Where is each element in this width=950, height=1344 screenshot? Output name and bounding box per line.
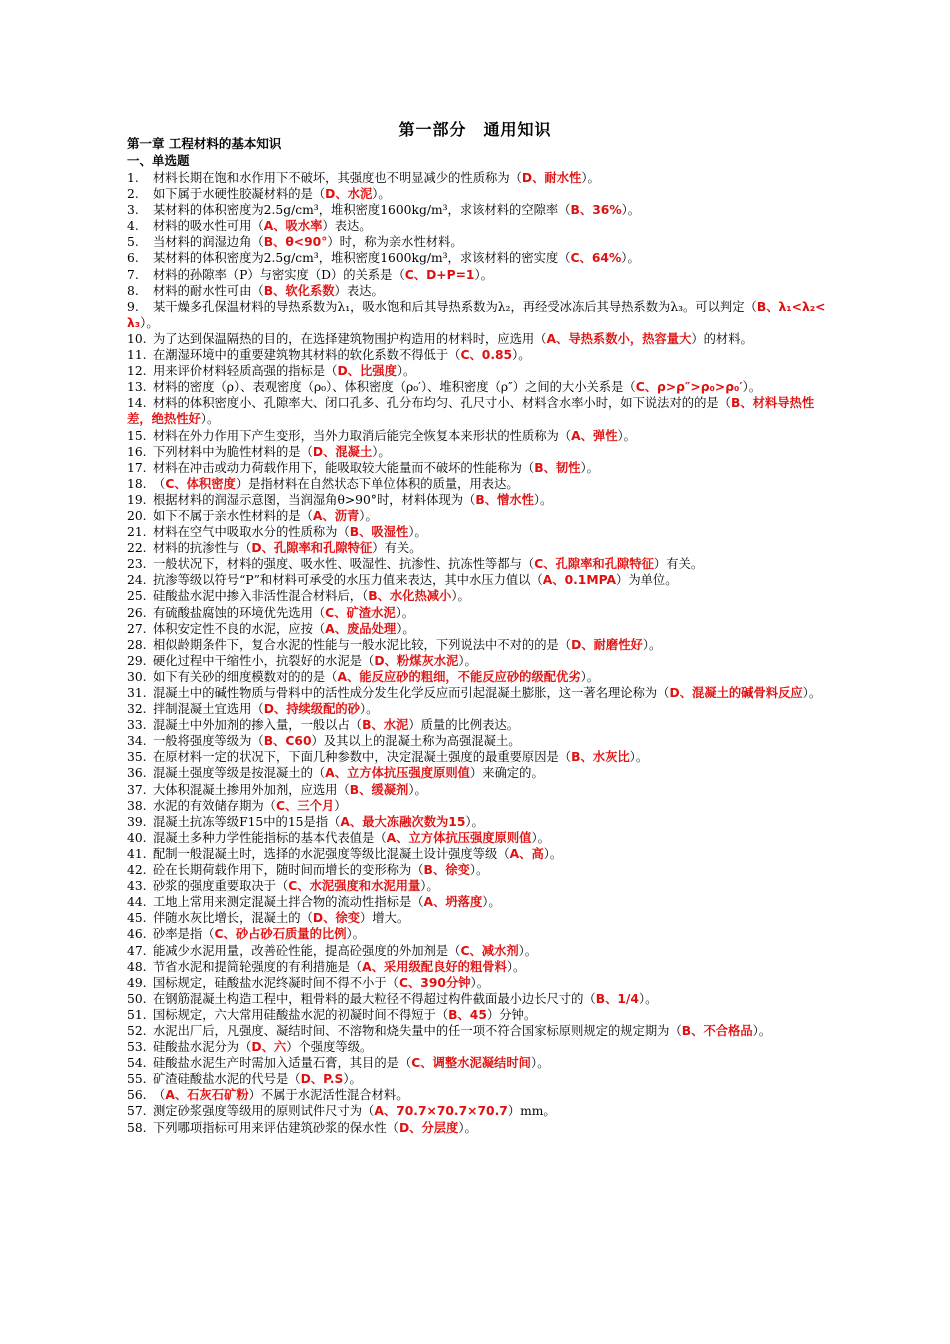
- question-text: 材料的孙隙率（P）与密实度（D）的关系是（: [153, 267, 405, 282]
- question-suffix: ）: [334, 798, 347, 813]
- question-text: 在钢筋混凝土构造工程中，粗骨料的最大粒径不得超过构件截面最小边长尺寸的（: [153, 991, 596, 1006]
- question-text: 某材料的体积密度为2.5g/cm³，堆积密度1600kg/m³，求该材料的空隙率（: [153, 203, 571, 218]
- question-number: 37.: [127, 782, 147, 797]
- question-text: 材料的抗渗性与（: [153, 541, 252, 556]
- question-suffix: ）时，称为亲水性材料。: [327, 235, 463, 250]
- question-suffix: ）。: [742, 380, 762, 395]
- question-suffix: ）。: [530, 1056, 550, 1071]
- question-text: 某干燥多孔保温材料的导热系数为λ₁，吸水饱和后其导热系数为λ₂，再经受冰冻后其导热系数为λ₃。可以判定（: [153, 299, 757, 314]
- question-suffix: ）有关。: [372, 541, 422, 556]
- question-number: 29.: [127, 653, 147, 668]
- answer-text: B、水灰比: [571, 750, 630, 765]
- question-item: [127, 299, 827, 331]
- question-suffix: ）表达。: [334, 283, 384, 298]
- question-item: [127, 621, 827, 637]
- answer-text: D、六: [251, 1040, 287, 1055]
- question-item: [127, 363, 827, 379]
- answer-text: A、废品处理: [325, 621, 397, 636]
- question-item: [127, 556, 827, 572]
- question-number: 7.: [127, 267, 139, 282]
- question-suffix: ）。: [420, 879, 439, 894]
- answer-text: B、憎水性: [475, 492, 534, 507]
- answer-text: A、高: [509, 846, 544, 861]
- question-text: 伴随水灰比增长，混凝土的（: [153, 911, 313, 926]
- question-text: 在潮湿环境中的重要建筑物其材料的软化系数不得低于（: [153, 348, 461, 363]
- question-suffix: ）不属于水泥活性混合材料。: [248, 1088, 409, 1103]
- question-item: [127, 588, 827, 604]
- answer-text: A、最大冻融次数为15: [340, 814, 466, 829]
- question-number: 20.: [127, 508, 147, 523]
- answer-text: D、粉煤灰水泥: [374, 653, 459, 668]
- answer-text: B、θ<90°: [263, 235, 328, 250]
- question-text: 某材料的体积密度为2.5g/cm³，堆积密度1600kg/m³，求该材料的密实度（: [153, 251, 571, 266]
- question-item: [127, 218, 827, 234]
- question-text: 当材料的润湿边角（: [153, 235, 264, 250]
- question-text: 硬化过程中干缩性小，抗裂好的水泥是（: [153, 653, 375, 668]
- answer-text: C、水泥强度和水泥用量: [288, 879, 421, 894]
- question-number: 57.: [127, 1104, 147, 1119]
- question-item: [127, 1007, 827, 1023]
- question-number: 47.: [127, 943, 147, 958]
- question-number: 15.: [127, 428, 147, 443]
- answer-text: A、沥青: [312, 508, 360, 523]
- question-number: 32.: [127, 702, 147, 717]
- answer-text: B、缓凝剂: [349, 782, 409, 797]
- question-item: [127, 1087, 827, 1103]
- question-text: 节省水泥和提简轮强度的有利措施是（: [153, 959, 363, 974]
- question-item: [127, 283, 827, 299]
- question-item: [127, 669, 827, 685]
- answer-text: B、水化热减小: [368, 589, 452, 604]
- question-number: 19.: [127, 492, 147, 507]
- question-suffix: ）。: [359, 702, 379, 717]
- question-text: 材料的体积密度小、孔隙率大、闭口孔多、孔分布均匀、孔尺寸小、材料含水率小时，如下说法对的的是（: [153, 396, 731, 411]
- question-suffix: ）及其以上的混凝土称为高强混凝土。: [311, 734, 521, 749]
- question-number: 58.: [127, 1120, 147, 1135]
- question-text: 硅酸盐水泥中掺入非活性混合材料后，（: [153, 589, 369, 604]
- question-text: 下列材料中为脆性材料的是（: [153, 444, 313, 459]
- question-item: [127, 508, 827, 524]
- question-suffix: ）。: [581, 171, 600, 185]
- answer-text: C、减水剂: [460, 943, 519, 958]
- question-list: [127, 170, 827, 1136]
- answer-text: A、立方体抗压强度原则值: [386, 830, 532, 845]
- question-suffix: ）。: [506, 959, 526, 974]
- question-text: （: [153, 1088, 166, 1103]
- question-item: [127, 250, 827, 266]
- question-suffix: ）个强度等级。: [286, 1040, 373, 1055]
- answer-text: A、导热系数小，热容量大: [546, 331, 692, 346]
- question-text: 能减少水泥用量，改善砼性能，提高砼强度的外加剂是（: [153, 943, 461, 958]
- question-number: 28.: [127, 637, 147, 652]
- question-number: 40.: [127, 830, 147, 845]
- question-text: 混凝土强度等级是按混凝土的（: [153, 766, 326, 781]
- question-number: 25.: [127, 589, 147, 604]
- question-item: [127, 460, 827, 476]
- answer-text: C、体积密度: [165, 476, 236, 491]
- question-text: 水泥的有效储存期为（: [153, 798, 276, 813]
- question-suffix: ）。: [469, 863, 489, 878]
- question-item: [127, 202, 827, 218]
- question-item: [127, 524, 827, 540]
- question-item: [127, 910, 827, 926]
- answer-text: B、材料导热性差，绝热性好: [127, 396, 815, 427]
- question-number: 46.: [127, 927, 147, 942]
- answer-text: B、水泥: [362, 718, 409, 733]
- answer-text: D、徐变: [312, 911, 360, 926]
- answer-text: A、弹性: [571, 428, 618, 443]
- question-item: [127, 395, 827, 427]
- question-suffix: ）。: [642, 637, 662, 652]
- question-suffix: ）。: [451, 589, 470, 604]
- question-suffix: ）。: [396, 364, 416, 379]
- question-item: [127, 733, 827, 749]
- question-number: 50.: [127, 991, 147, 1006]
- question-number: 26.: [127, 605, 147, 620]
- question-suffix: ）。: [512, 348, 531, 363]
- question-suffix: ）。: [543, 846, 563, 861]
- question-number: 3.: [127, 203, 139, 218]
- question-text: 材料在空气中吸取水分的性质称为（: [153, 525, 350, 540]
- answer-text: C、三个月: [275, 798, 335, 813]
- answer-text: B、λ₁<λ₂<λ₃: [127, 299, 826, 330]
- question-number: 27.: [127, 621, 147, 636]
- answer-text: C、ρ>ρ″>ρ₀>ρ₀′: [635, 380, 743, 395]
- question-item: [127, 637, 827, 653]
- question-number: 8.: [127, 283, 139, 298]
- question-suffix: ）。: [408, 525, 427, 540]
- question-item: [127, 814, 827, 830]
- question-number: 14.: [127, 396, 147, 411]
- question-suffix: ）。: [802, 686, 822, 700]
- question-item: [127, 347, 827, 363]
- section-heading: 一、单选题: [127, 153, 190, 168]
- question-suffix: ）有关。: [653, 557, 704, 572]
- question-number: 42.: [127, 863, 147, 878]
- question-item: [127, 653, 827, 669]
- question-text: 硅酸盐水泥分为（: [153, 1040, 252, 1055]
- question-item: [127, 878, 827, 894]
- question-suffix: ）。: [395, 605, 415, 620]
- question-item: [127, 846, 827, 862]
- answer-text: A、70.7×70.7×70.7: [374, 1104, 508, 1119]
- question-item: [127, 1071, 827, 1087]
- question-text: 根据材料的润湿示意图，当润湿角θ>90°时，材料体现为（: [153, 492, 476, 507]
- question-item: [127, 331, 827, 347]
- question-number: 35.: [127, 750, 147, 765]
- question-item: [127, 444, 827, 460]
- question-text: 材料长期在饱和水作用下不破坏，其强度也不明显减少的性质称为（: [153, 171, 522, 185]
- question-number: 1.: [127, 171, 139, 185]
- answer-text: B、45: [448, 1007, 487, 1022]
- question-item: [127, 1103, 827, 1119]
- question-number: 36.: [127, 766, 147, 781]
- question-suffix: ）是指材料在自然状态下单位体积的质量，用表达。: [235, 476, 519, 491]
- question-number: 4.: [127, 219, 139, 234]
- question-suffix: ）。: [140, 315, 159, 330]
- question-suffix: ）。: [617, 428, 636, 443]
- question-suffix: ）。: [458, 1120, 477, 1135]
- question-suffix: ）为单位。: [616, 573, 678, 588]
- answer-text: C、D+P=1: [404, 267, 475, 282]
- answer-text: C、390分钟: [398, 975, 471, 990]
- question-text: 抗渗等级以符号“P”和材料可承受的水压力值来表达，其中水压力值以（: [153, 573, 543, 588]
- answer-text: A、立方体抗压强度原则值: [325, 766, 470, 781]
- question-text: 如下属于水硬性胶凝材料的是（: [153, 187, 326, 202]
- question-number: 13.: [127, 380, 147, 395]
- question-number: 55.: [127, 1072, 147, 1087]
- answer-text: D、耐磨性好: [571, 637, 643, 652]
- answer-text: A、采用级配良好的粗骨料: [362, 959, 507, 974]
- question-item: [127, 476, 827, 492]
- answer-text: D、分层度: [398, 1120, 459, 1135]
- answer-text: C、64%: [570, 251, 622, 266]
- question-text: 材料在冲击或动力荷载作用下，能吸取较大能量而不破坏的性能称为（: [153, 460, 535, 475]
- question-text: 材料的吸水性可用（: [153, 219, 264, 234]
- question-number: 31.: [127, 686, 147, 700]
- question-number: 44.: [127, 895, 147, 910]
- question-text: 相似龄期条件下，复合水泥的性能与一般水泥比较，下列说法中不对的的是（: [153, 637, 572, 652]
- question-suffix: ）质量的比例表达。: [408, 718, 520, 733]
- question-suffix: ）。: [621, 251, 640, 266]
- question-item: [127, 943, 827, 959]
- question-number: 22.: [127, 541, 147, 556]
- question-suffix: ）。: [346, 927, 365, 942]
- question-text: 混凝土抗冻等级F15中的15是指（: [153, 814, 341, 829]
- question-suffix: ）。: [752, 1023, 772, 1038]
- question-suffix: ）。: [343, 1072, 362, 1087]
- question-text: 如下有关砂的细度模数对的的是（: [153, 669, 338, 684]
- question-suffix: ）增大。: [359, 911, 410, 926]
- answer-text: D、混凝土的碱骨料反应: [669, 686, 803, 700]
- question-text: 一般状况下，材料的强度、吸水性、吸湿性、抗渗性、抗冻性等都与（: [153, 557, 535, 572]
- question-text: 水泥出厂后，凡强度、凝结时间、不溶物和烧失量中的任一项不符合国家标原则规定的规定期为（: [153, 1023, 682, 1038]
- question-number: 9.: [127, 299, 139, 314]
- question-text: 砂浆的强度重要取决于（: [153, 879, 289, 894]
- question-suffix: ）的材料。: [691, 331, 753, 346]
- question-suffix: ）。: [396, 621, 415, 636]
- question-item: [127, 798, 827, 814]
- question-item: [127, 862, 827, 878]
- question-text: 一般将强度等级为（: [153, 734, 264, 749]
- question-number: 12.: [127, 364, 147, 379]
- question-text: 国标规定，硅酸盐水泥终凝时间不得不小于（: [153, 975, 399, 990]
- question-item: [127, 1055, 827, 1071]
- question-text: 用来评价材料轻质高强的指标是（: [153, 364, 338, 379]
- question-text: 国标规定，六大常用硅酸盐水泥的初凝时间不得短于（: [153, 1007, 449, 1022]
- question-suffix: ）。: [580, 669, 600, 684]
- page-title: 第一部分 通用知识: [398, 120, 552, 139]
- question-item: [127, 1023, 827, 1039]
- question-suffix: ）。: [474, 267, 493, 282]
- question-text: 下列哪项指标可用来评估建筑砂浆的保水性（: [153, 1120, 399, 1135]
- question-text: 混凝土中的碱性物质与骨料中的活性成分发生化学反应而引起混凝土膨胀，这一著名理论称为（: [153, 686, 670, 700]
- question-text: 测定砂浆强度等级用的原则试件尺寸为（: [153, 1104, 375, 1119]
- question-suffix: ）来确定的。: [469, 766, 544, 781]
- question-text: 大体积混凝土掺用外加剂，应选用（: [153, 782, 350, 797]
- answer-text: A、石灰石矿粉: [165, 1088, 249, 1103]
- question-text: 材料在外力作用下产生变形，当外力取消后能完全恢复本来形状的性质称为（: [153, 428, 572, 443]
- question-item: [127, 717, 827, 733]
- answer-text: D、混凝土: [312, 444, 373, 459]
- question-item: [127, 492, 827, 508]
- question-item: [127, 428, 827, 444]
- question-text: （: [153, 476, 166, 491]
- question-text: 砼在长期荷载作用下，随时间而增长的变形称为（: [153, 863, 424, 878]
- question-number: 45.: [127, 911, 147, 926]
- question-suffix: ）。: [533, 492, 553, 507]
- question-suffix: ）。: [200, 412, 220, 427]
- question-number: 51.: [127, 1007, 147, 1022]
- question-text: 混凝土多种力学性能指标的基本代表值是（: [153, 830, 387, 845]
- question-number: 49.: [127, 975, 147, 990]
- question-item: [127, 701, 827, 717]
- answer-text: D、孔隙率和孔隙特征: [251, 541, 373, 556]
- question-text: 体积安定性不良的水泥，应按（: [153, 621, 326, 636]
- answer-text: B、1/4: [595, 991, 639, 1006]
- question-number: 52.: [127, 1023, 147, 1038]
- answer-text: A、0.1MPA: [542, 573, 617, 588]
- answer-text: C、砂占砂石质量的比例: [214, 927, 347, 942]
- question-number: 39.: [127, 814, 147, 829]
- question-text: 矿渣硅酸盐水泥的代号是（: [153, 1072, 301, 1087]
- question-item: [127, 170, 827, 186]
- question-item: [127, 765, 827, 781]
- answer-text: B、吸湿性: [349, 525, 409, 540]
- question-number: 24.: [127, 573, 147, 588]
- answer-text: D、耐水性: [521, 171, 582, 185]
- question-number: 17.: [127, 460, 147, 475]
- question-number: 33.: [127, 718, 147, 733]
- question-suffix: ）。: [372, 187, 391, 202]
- question-item: [127, 1039, 827, 1055]
- answer-text: D、P.S: [300, 1072, 344, 1087]
- answer-text: B、徐变: [423, 863, 470, 878]
- question-number: 41.: [127, 846, 147, 861]
- answer-text: B、36%: [570, 203, 622, 218]
- question-suffix: ）。: [482, 895, 501, 910]
- question-suffix: ）。: [629, 750, 649, 765]
- question-item: [127, 186, 827, 202]
- question-number: 5.: [127, 235, 139, 250]
- question-item: [127, 959, 827, 975]
- question-item: [127, 685, 827, 701]
- answer-text: D、比强度: [337, 364, 397, 379]
- question-text: 如下不属于亲水性材料的是（: [153, 508, 313, 523]
- question-item: [127, 572, 827, 588]
- answer-text: A、吸水率: [263, 219, 323, 234]
- answer-text: B、C60: [263, 734, 312, 749]
- question-item: [127, 782, 827, 798]
- question-item: [127, 234, 827, 250]
- question-number: 11.: [127, 348, 147, 363]
- answer-text: B、软化系数: [263, 283, 335, 298]
- question-number: 38.: [127, 798, 147, 813]
- answer-text: B、不合格品: [681, 1023, 753, 1038]
- question-number: 2.: [127, 187, 139, 202]
- question-item: [127, 540, 827, 556]
- question-number: 56.: [127, 1088, 147, 1103]
- question-suffix: ）。: [470, 975, 489, 990]
- question-text: 有硫酸盐腐蚀的环境优先选用（: [153, 605, 326, 620]
- question-number: 16.: [127, 444, 147, 459]
- question-suffix: ）。: [372, 444, 391, 459]
- answer-text: A、能反应砂的粗细，不能反应砂的级配优劣: [337, 669, 581, 684]
- question-text: 硅酸盐水泥生产时需加入适量石膏，其目的是（: [153, 1056, 412, 1071]
- question-suffix: ）。: [518, 943, 538, 958]
- question-suffix: ）。: [458, 653, 477, 668]
- question-suffix: ）。: [621, 203, 641, 218]
- question-number: 21.: [127, 525, 147, 540]
- answer-text: C、矿渣水泥: [325, 605, 396, 620]
- question-text: 砂率是指（: [153, 927, 215, 942]
- question-item: [127, 926, 827, 942]
- question-number: 18.: [127, 476, 147, 491]
- answer-text: C、0.85: [460, 348, 513, 363]
- question-text: 拌制混凝土宜选用（: [153, 702, 264, 717]
- question-number: 53.: [127, 1040, 147, 1055]
- question-text: 在原材料一定的状况下，下面几种参数中，决定混凝土强度的最重要原因是（: [153, 750, 572, 765]
- question-number: 54.: [127, 1056, 147, 1071]
- question-suffix: ）。: [638, 991, 658, 1006]
- question-suffix: ）。: [531, 830, 550, 845]
- answer-text: B、韧性: [534, 460, 581, 475]
- question-text: 为了达到保温隔热的目的，在选择建筑物围护构造用的材料时，应选用（: [153, 331, 547, 346]
- question-text: 工地上常用来测定混凝土拌合物的流动性指标是（: [153, 895, 424, 910]
- question-suffix: ）。: [359, 508, 378, 523]
- question-number: 30.: [127, 669, 147, 684]
- question-item: [127, 1120, 827, 1136]
- answer-text: C、调整水泥凝结时间: [411, 1056, 531, 1071]
- answer-text: D、水泥: [325, 187, 373, 202]
- question-item: [127, 975, 827, 991]
- question-text: 材料的耐水性可由（: [153, 283, 264, 298]
- question-number: 23.: [127, 557, 147, 572]
- question-suffix: ）。: [408, 782, 427, 797]
- question-text: 配制一般混凝土时，选择的水泥强度等级比混凝土设计强度等级（: [153, 846, 510, 861]
- question-item: [127, 991, 827, 1007]
- answer-text: D、持续级配的砂: [263, 702, 360, 717]
- question-suffix: ）表达。: [322, 219, 372, 234]
- answer-text: A、坍落度: [423, 895, 483, 910]
- question-number: 48.: [127, 959, 147, 974]
- question-item: [127, 379, 827, 395]
- answer-text: C、孔隙率和孔隙特征: [534, 557, 654, 572]
- question-text: 混凝土中外加剂的掺入量，一般以占（: [153, 718, 363, 733]
- question-number: 43.: [127, 879, 147, 894]
- question-text: 材料的密度（ρ）、表观密度（ρ₀）、体积密度（ρ₀′）、堆积密度（ρ″）之间的大小关系是（: [153, 380, 636, 395]
- question-suffix: ）。: [580, 460, 599, 475]
- question-suffix: ）。: [465, 814, 484, 829]
- question-number: 10.: [127, 331, 147, 346]
- question-suffix: ）mm。: [507, 1104, 556, 1119]
- question-item: [127, 830, 827, 846]
- chapter-heading: 第一章 工程材料的基本知识: [127, 136, 282, 151]
- question-item: [127, 894, 827, 910]
- question-number: 34.: [127, 734, 147, 749]
- question-item: [127, 605, 827, 621]
- question-suffix: ）分钟。: [486, 1007, 537, 1022]
- question-item: [127, 749, 827, 765]
- question-item: [127, 267, 827, 283]
- question-number: 6.: [127, 251, 139, 266]
